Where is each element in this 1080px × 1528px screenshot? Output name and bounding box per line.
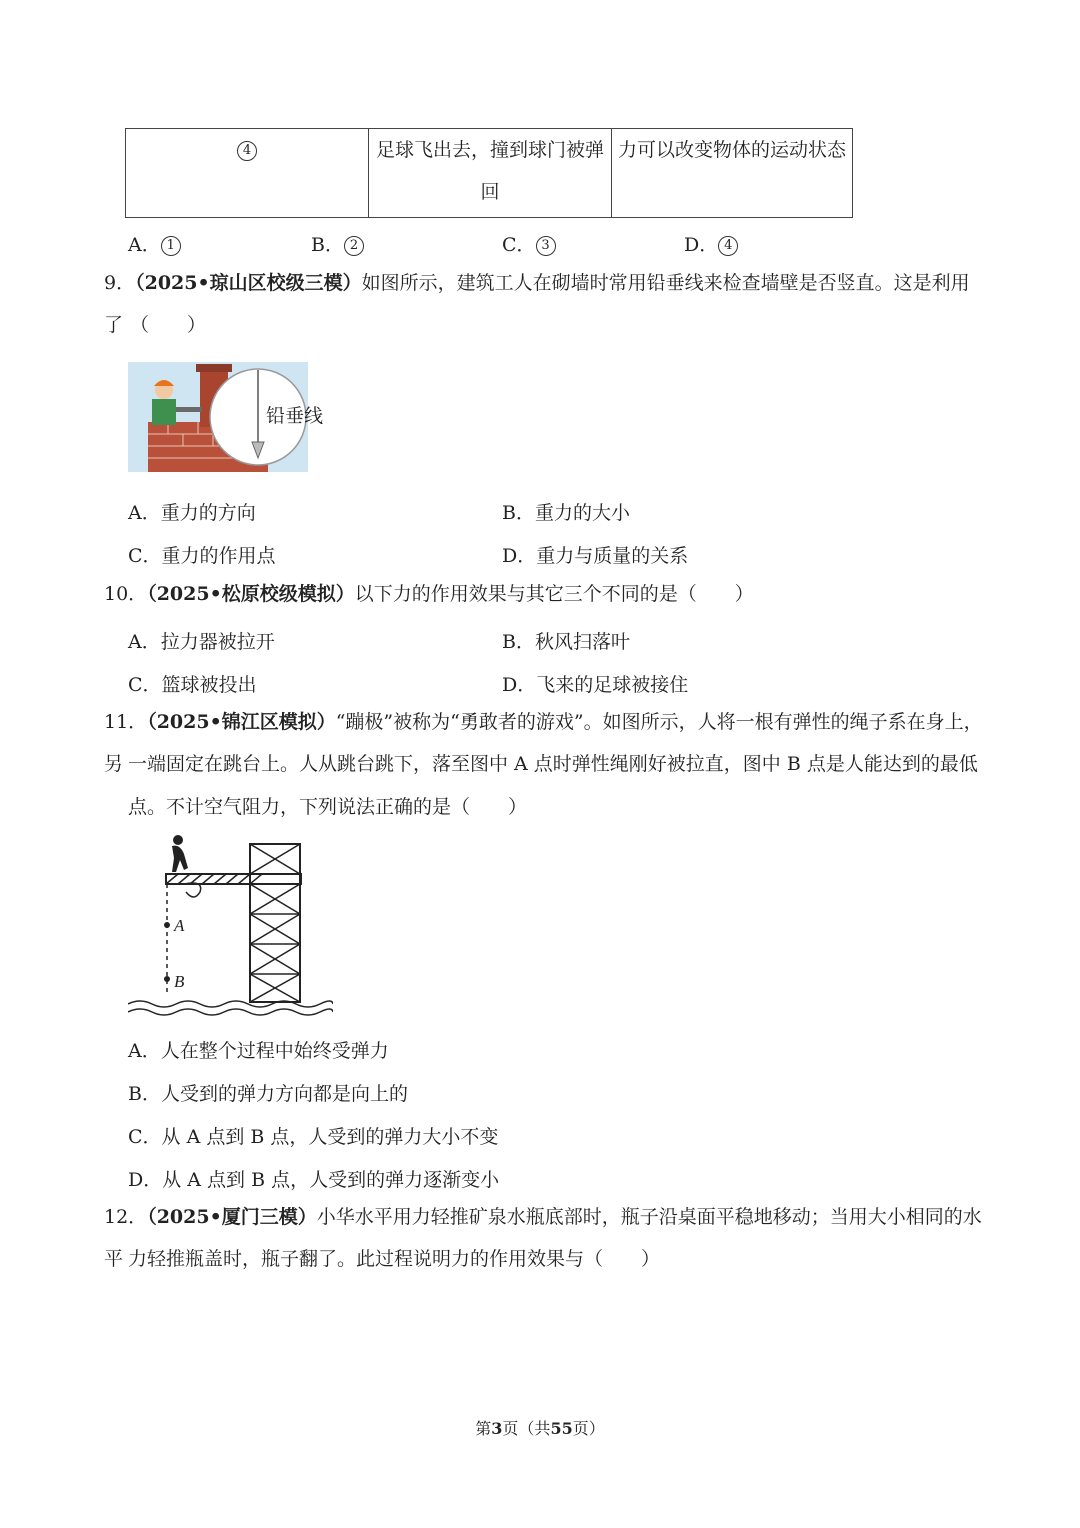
q11-option-b: B．人受到的弹力方向都是向上的 [128, 1083, 408, 1105]
plumb-line-figure [128, 362, 328, 472]
q9-option-a: A．重力的方向 [128, 502, 256, 524]
option-label: D． [684, 234, 719, 256]
question-source: （2025•松原校级模拟） [147, 583, 355, 605]
q8-option-d [684, 230, 738, 257]
footer-text: 第 [475, 1419, 492, 1438]
table-cell-phenomenon: 足球飞出去，撞到球门被弹回 [369, 129, 612, 218]
table-cell-conclusion: 力可以改变物体的运动状态 [612, 129, 853, 218]
plumb-line-label: 铅垂线 [266, 406, 324, 427]
question-source: （2025•锦江区模拟） [147, 711, 336, 733]
q11-option-d: D．从 A 点到 B 点，人受到的弹力逐渐变小 [128, 1169, 500, 1191]
q10-option-b: B．秋风扫落叶 [502, 631, 630, 653]
q9-answer-blank: （ ） [130, 314, 207, 336]
q10-option-d: D．飞来的足球被接住 [502, 674, 689, 696]
circled-number: 4 [718, 236, 738, 256]
q10-stem [104, 573, 984, 615]
q9-option-c: C．重力的作用点 [128, 545, 276, 567]
q8-option-a [128, 230, 181, 257]
circled-number: 1 [161, 236, 181, 256]
q9-option-d: D．重力与质量的关系 [502, 545, 689, 567]
q10-option-a: A．拉力器被拉开 [128, 631, 275, 653]
circled-number: 4 [237, 141, 257, 161]
q8-option-c [502, 230, 556, 257]
table-cell-number [126, 129, 369, 218]
total-pages: 55 [550, 1419, 573, 1438]
question-number: 9． [104, 272, 136, 294]
circled-number: 3 [536, 236, 556, 256]
footer-text: 页（共 [502, 1419, 551, 1438]
q11-option-c: C．从 A 点到 B 点，人受到的弹力大小不变 [128, 1126, 499, 1148]
q8-option-b [311, 230, 364, 257]
option-label: C． [502, 234, 536, 256]
question-number: 10． [104, 583, 148, 605]
q11-stem-line-3: 点。不计空气阻力，下列说法正确的是（ ） [128, 796, 528, 818]
question-source: （2025•琼山区校级三模） [135, 272, 362, 294]
option-label: A． [128, 234, 161, 256]
page-footer [0, 1416, 1080, 1439]
point-b-label: B [174, 972, 185, 991]
question-source: （2025•厦门三模） [147, 1206, 317, 1228]
table-row [126, 129, 853, 218]
point-a-label: A [174, 916, 185, 935]
q9-option-b: B．重力的大小 [502, 502, 630, 524]
option-label: B． [311, 234, 344, 256]
question-number: 11． [104, 711, 148, 733]
bungee-figure [128, 832, 333, 1022]
footer-text: 页） [572, 1419, 605, 1438]
q11-option-a: A．人在整个过程中始终受弹力 [128, 1040, 389, 1062]
question-text: “蹦极”被称为“勇敢者的游戏”。如图所示，人将一根有弹性的绳子系在身上，另 [104, 711, 983, 775]
answer-table [125, 128, 853, 218]
q9-stem [104, 262, 984, 346]
q10-option-c: C．篮球被投出 [128, 674, 257, 696]
page-number: 3 [491, 1419, 503, 1438]
q11-stem-line-2: 一端固定在跳台上。人从跳台跳下，落至图中 A 点时弹性绳刚好被拉直，图中 B 点是人能达到的最低 [128, 753, 978, 775]
question-number: 12． [104, 1206, 148, 1228]
q12-stem-line-2: 力轻推瓶盖时，瓶子翻了。此过程说明力的作用效果与（ ） [128, 1248, 661, 1270]
circled-number: 2 [344, 236, 364, 256]
question-text: 如图所示，建筑工人在砌墙时常用铅垂线来检查墙壁是否竖直。这是利用了 [104, 272, 970, 336]
question-text: 以下力的作用效果与其它三个不同的是（ ） [354, 583, 754, 605]
question-text: 小华水平用力轻推矿泉水瓶底部时，瓶子沿桌面平稳地移动；当用大小相同的水平 [104, 1206, 982, 1270]
